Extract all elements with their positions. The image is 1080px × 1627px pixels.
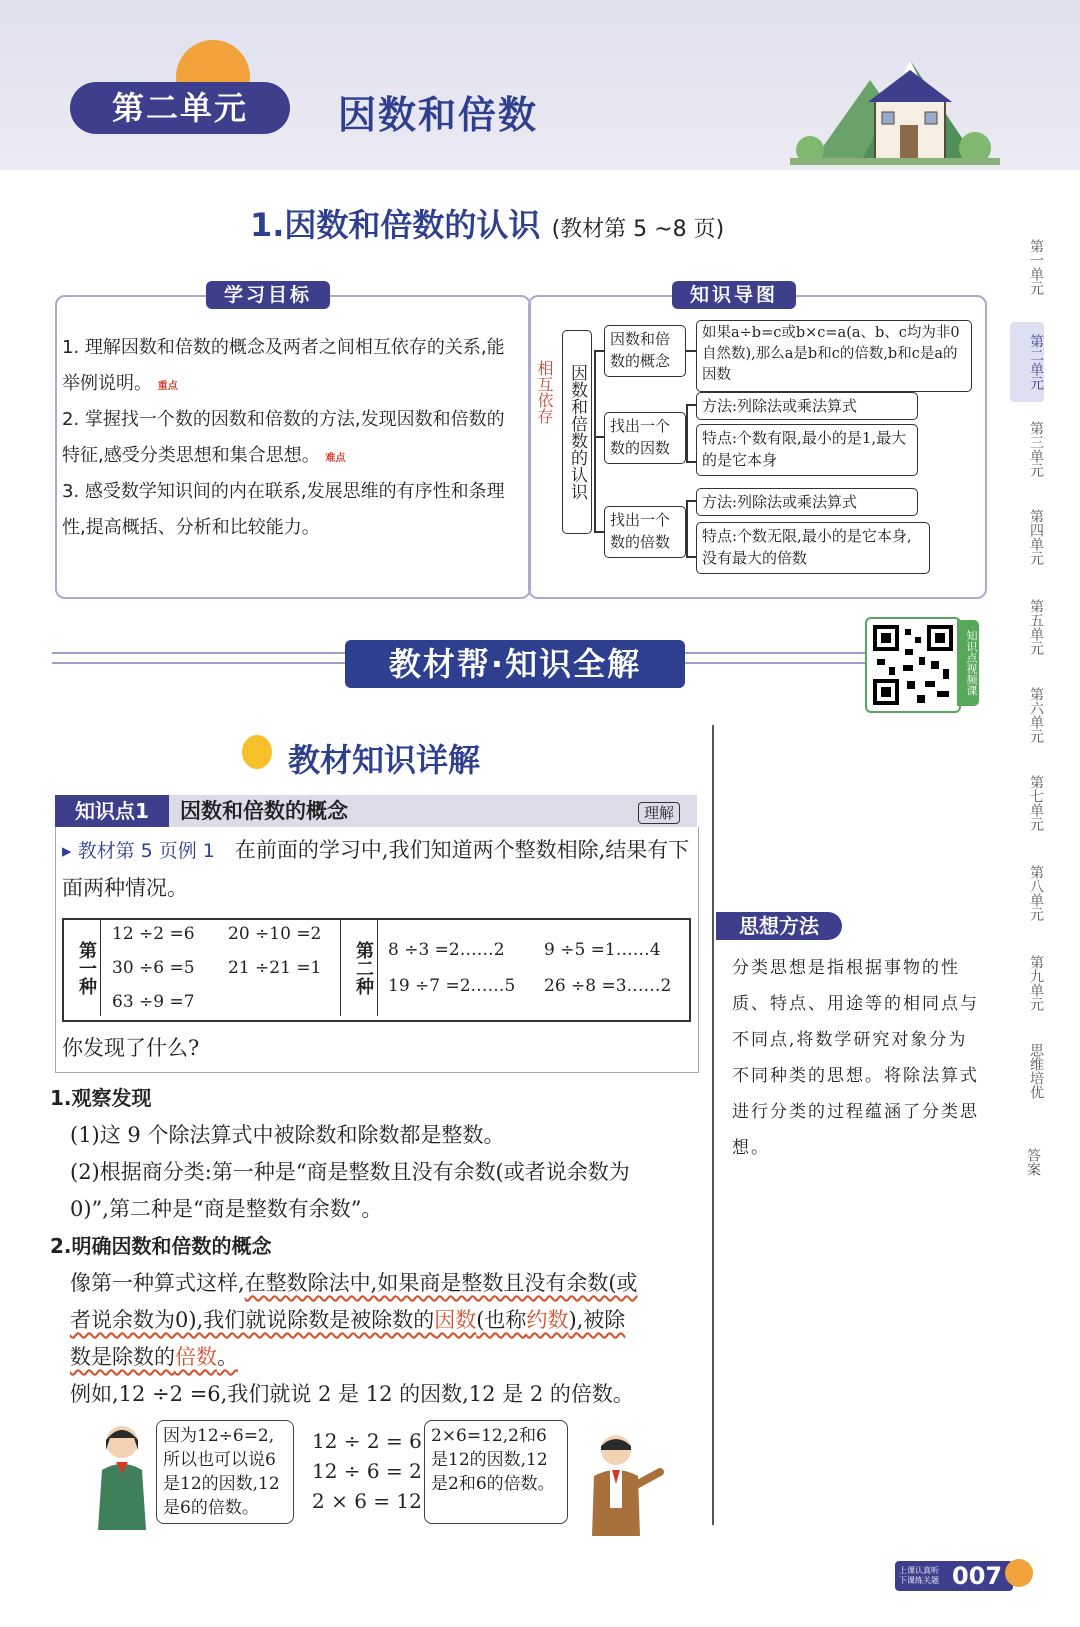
map-detail-multiple-feature: 特点:个数无限,最小的是它本身,没有最大的倍数 [696, 522, 930, 574]
side-tab-unit-8[interactable]: 第八单元 [1028, 865, 1044, 921]
equation: 63 ÷9 =7 [112, 992, 195, 1012]
side-tab-unit-9[interactable]: 第九单元 [1028, 955, 1044, 1011]
goal-item [62, 474, 517, 546]
side-tab-unit-4[interactable]: 第四单元 [1028, 509, 1044, 565]
concept-text: (也称 [476, 1308, 527, 1332]
thinking-method-tab: 思想方法 [716, 912, 842, 940]
unit-badge: 第二单元 [70, 82, 290, 134]
equation: 21 ÷21 =1 [228, 958, 322, 978]
example-text: 在前面的学习中,我们知道两个整数相除,结果有下面两种情况。 [62, 838, 690, 900]
map-branch-concept: 因数和倍数的概念 [604, 325, 686, 377]
map-detail-factor-method: 方法:列除法或乘法算式 [696, 392, 918, 420]
mutual-dependence-label: 相互依存 [535, 360, 554, 424]
side-tab-answers[interactable]: 答案 [1025, 1148, 1041, 1176]
concept-text: 者说余数为0),我们就说除数是被除数的 [70, 1308, 435, 1332]
video-course-label: 知识点视频课 [957, 620, 979, 706]
concept-text: 像第一种算式这样, [70, 1271, 245, 1295]
page-number: 007 [952, 1562, 1003, 1590]
qr-code-icon[interactable] [865, 617, 961, 713]
side-tab-unit-2[interactable]: 第二单元 [1010, 322, 1044, 402]
footer-slogan-bottom: 下课练关题 [899, 1576, 939, 1585]
example-question: 你发现了什么? [62, 1036, 200, 1060]
goal-item [62, 402, 517, 477]
concept-text: 在整数除法中,如果商是整数且没有余数(或 [244, 1271, 638, 1295]
map-branch-factors: 找出一个数的因数 [604, 412, 686, 464]
knowledge-point-label: 知识点1 [55, 795, 169, 827]
house-illustration-icon [790, 40, 1000, 165]
thinking-method-text: 分类思想是指根据事物的性质、特点、用途等的相同点与不同点,将数学研究对象分为不同种类的思想。将除法算式进行分类的过程蕴涵了分类思想。 [732, 958, 979, 1158]
girl-speech-bubble: 因为12÷6=2,所以也可以说6是12的因数,12是6的倍数。 [156, 1420, 294, 1524]
equation: 12 ÷2 =6 [112, 924, 195, 944]
equation: 19 ÷7 =2……5 [388, 976, 516, 996]
divider-title: 教材帮·知识全解 [345, 640, 685, 688]
example-reference: ▸ 教材第 5 页例 1 [62, 840, 215, 862]
girl-figure-icon [88, 1420, 156, 1530]
unit-title: 因数和倍数 [338, 93, 539, 137]
concept-example: 例如,12 ÷2 =6,我们就说 2 是 12 的因数,12 是 2 的倍数。 [70, 1382, 634, 1406]
concept-line [70, 1339, 238, 1376]
section-title: 教材知识详解 [288, 741, 481, 779]
knowledge-point-title: 因数和倍数的概念 [180, 799, 348, 823]
boy-speech-bubble: 2×6=12,2和6是12的因数,12是2和6的倍数。 [424, 1420, 568, 1524]
learning-goals-tab: 学习目标 [206, 281, 330, 309]
concept-line [70, 1302, 625, 1339]
equation: 26 ÷8 =3……2 [544, 976, 672, 996]
concept-text: ),被除 [568, 1308, 626, 1332]
map-root-node: 因数和倍数的认识 [562, 330, 592, 534]
concept-text: 。 [217, 1345, 238, 1369]
kind-one-label: 第一种 [64, 920, 101, 1016]
footer-slogan-top: 上课认真听 [899, 1566, 939, 1575]
lesson-title-text: 1.因数和倍数的认识 [250, 206, 541, 244]
boy-figure-icon [568, 1428, 664, 1536]
concept-line [70, 1265, 638, 1302]
knowledge-map-tab: 知识导图 [672, 281, 796, 309]
map-detail-factor-feature: 特点:个数有限,最小的是1,最大的是它本身 [696, 424, 918, 476]
term-multiple: 倍数 [175, 1345, 217, 1369]
term-factor: 因数 [434, 1308, 477, 1332]
analysis-paragraph: 0)”,第二种是“商是整数有余数”。 [70, 1197, 383, 1221]
difficulty-tag: 难点 [325, 453, 346, 464]
map-detail-definition: 如果a÷b=c或b×c=a(a、b、c均为非0自然数),那么a是b和c的倍数,b和c是a的因数 [696, 320, 972, 392]
goal-text: 2. 掌握找一个数的因数和倍数的方法,发现因数和倍数的特征,感受分类思想和集合思想。 [62, 409, 505, 466]
side-tab-unit-6[interactable]: 第六单元 [1028, 687, 1044, 743]
side-tab-thinking[interactable]: 思维培优 [1028, 1043, 1044, 1099]
footer-slogan [899, 1566, 947, 1586]
middle-equation: 12 ÷ 6 = 2 [312, 1459, 422, 1483]
goal-text: 3. 感受数学知识间的内在联系,发展思维的有序性和条理性,提高概括、分析和比较能力。 [62, 481, 505, 538]
equation: 8 ÷3 =2……2 [388, 940, 505, 960]
kind-two-label: 第二种 [340, 920, 378, 1016]
goal-text: 1. 理解因数和倍数的概念及两者之间相互依存的关系,能举例说明。 [62, 337, 505, 394]
map-detail-multiple-method: 方法:列除法或乘法算式 [696, 488, 918, 516]
side-tab-unit-3[interactable]: 第三单元 [1028, 421, 1044, 477]
side-tab-unit-5[interactable]: 第五单元 [1028, 599, 1044, 655]
goal-item [62, 330, 517, 405]
column-separator [712, 725, 714, 1525]
equation: 9 ÷5 =1……4 [544, 940, 661, 960]
map-branch-multiples: 找出一个数的倍数 [604, 506, 686, 558]
example-intro [62, 832, 692, 907]
analysis-paragraph: (1)这 9 个除法算式中被除数和除数都是整数。 [70, 1123, 505, 1147]
analysis-heading-observe: 1.观察发现 [50, 1086, 152, 1110]
side-tab-unit-7[interactable]: 第七单元 [1028, 775, 1044, 831]
term-divisor: 约数 [526, 1308, 569, 1332]
equation: 30 ÷6 =5 [112, 958, 195, 978]
key-point-tag: 重点 [157, 381, 178, 392]
lesson-title [250, 200, 724, 246]
understand-badge: 理解 [638, 802, 680, 824]
lightbulb-icon [242, 735, 272, 769]
middle-equation: 2 × 6 = 12 [312, 1489, 422, 1513]
lesson-page-range: (教材第 5 ~8 页) [551, 217, 725, 242]
side-tab-unit-1[interactable]: 第一单元 [1028, 239, 1044, 295]
equation: 20 ÷10 =2 [228, 924, 322, 944]
concept-text: 数是除数的 [70, 1345, 175, 1369]
analysis-paragraph: (2)根据商分类:第一种是“商是整数且没有余数(或者说余数为 [70, 1160, 630, 1184]
analysis-heading-concept: 2.明确因数和倍数的概念 [50, 1234, 272, 1258]
middle-equation: 12 ÷ 2 = 6 [312, 1429, 422, 1453]
